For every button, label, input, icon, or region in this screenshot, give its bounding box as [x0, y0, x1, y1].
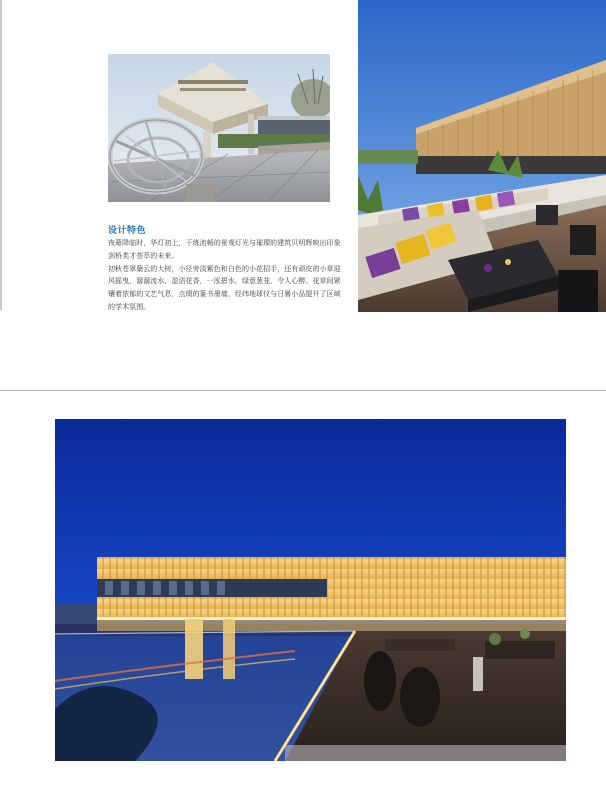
left-page-edge: [0, 0, 2, 310]
sundial-courtyard-photo: [108, 54, 330, 202]
section-title: 设计特色: [108, 226, 147, 236]
night-facade-photo: [55, 419, 566, 761]
rooftop-terrace-lounge-photo: [358, 0, 606, 312]
paragraph-1: 夜幕降临时，华灯初上，干练流畅的景观灯光与璀璨的建筑贝明辉映出印象剑桥类才荟萃的未来。: [108, 239, 341, 260]
design-features-text: [108, 237, 344, 314]
paragraph-2: 初秋苍翠蘖云的大树，小径旁淡紫色和白色的小花招手，还有顽皮的小草迎风摇曳，潺潺流水，盈语花香，一泓碧水，绿意葱茏，令人心醉。花草间紧镶着浓郁的文艺气息，点缀的篆书墨墙，经纬地球仪与日晷小品提升了区域的学术氛围。: [108, 264, 341, 311]
page-divider: [0, 390, 606, 391]
